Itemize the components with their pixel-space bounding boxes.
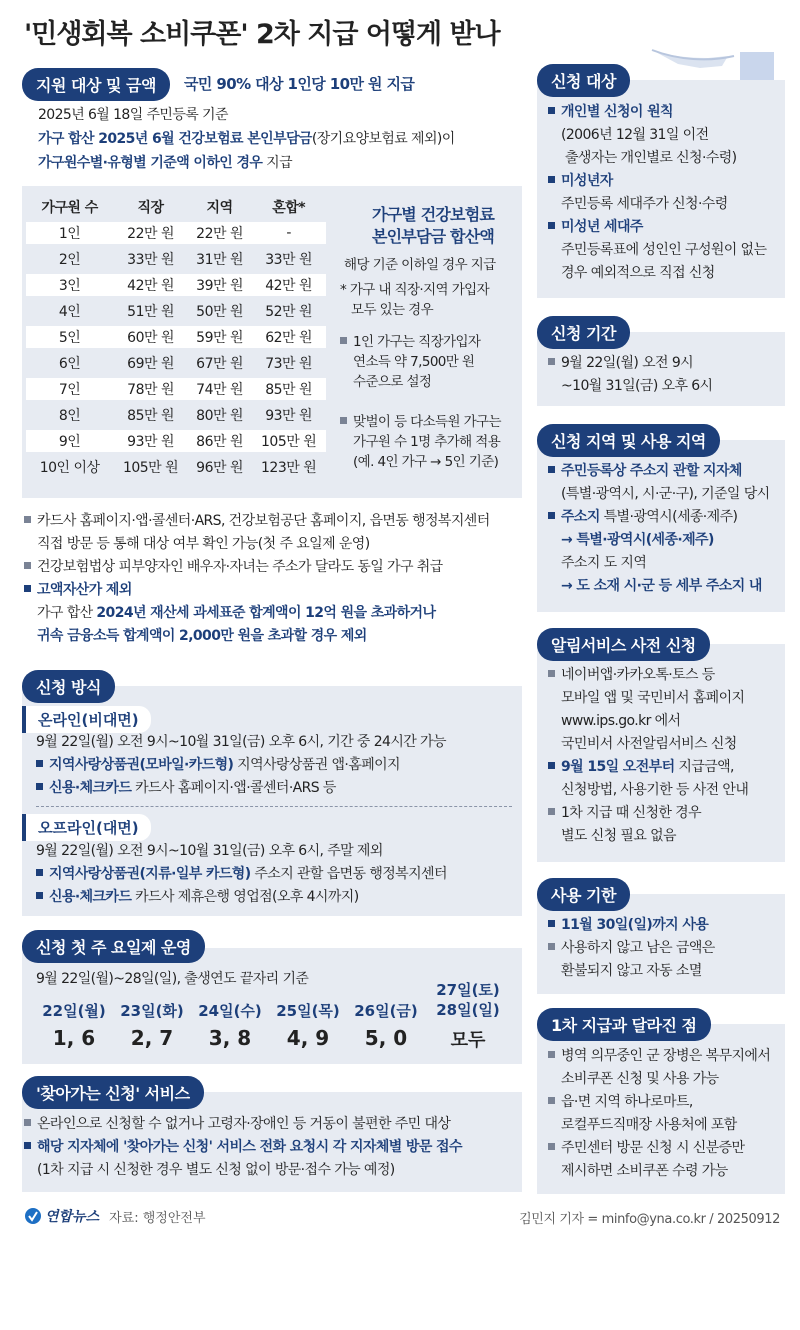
table-cell: - [251, 222, 326, 244]
alarm-a2a: 신청방법, 사용기한 등 사전 안내 [561, 782, 749, 798]
bullet-icon [24, 562, 31, 569]
table-cell: 42만 원 [113, 274, 188, 296]
table-row [26, 404, 326, 426]
table-row [26, 300, 326, 322]
table-cell: 31만 원 [196, 252, 243, 268]
weekend-day-sat: 27일(토) [436, 981, 500, 999]
diff-d1: 병역 의무중인 군 장병은 복무지에서 [561, 1048, 771, 1064]
table-cell: 85만 원 [251, 378, 326, 400]
table-cell: 85만 원 [127, 408, 174, 424]
period-p2: ~10월 31일(금) 오후 6시 [561, 378, 713, 394]
note1a: * 가구 내 직장·지역 가입자 [340, 282, 490, 298]
weekday-label: 22일(월) [42, 1002, 106, 1020]
credit: 김민지 기자 = minfo@yna.co.kr / 20250912 [519, 1212, 780, 1227]
bullet-icon [340, 417, 347, 424]
bullet-icon [548, 808, 555, 815]
source: 자료: 행정안전부 [109, 1210, 206, 1226]
support-b3: 고액자산가 제외 [37, 582, 132, 598]
offline-line1: 9월 22일(월) 오전 9시~10월 31일(금) 오후 6시, 주말 제외 [36, 843, 383, 859]
table-cell: 123만 원 [261, 460, 317, 476]
table-header: 가구원 수 [41, 200, 98, 216]
table-cell: 52만 원 [265, 304, 313, 320]
table-cell: 105만 원 [122, 460, 179, 476]
week-sub: 9월 22일(월)~28일(일), 출생연도 끝자리 기준 [36, 971, 309, 987]
bullet-icon [548, 107, 555, 114]
region-r1a: (특별·광역시, 시·군·구), 기준일 당시 [561, 486, 770, 502]
offline-tab: 오프라인(대면) [22, 814, 151, 841]
table-cell: 3인 [26, 274, 113, 296]
region-r2-rest: 특별·광역시(세종·제주) [599, 509, 738, 525]
target-t3b: 경우 예외적으로 직접 신청 [561, 265, 715, 281]
table-cell: 6인 [58, 356, 81, 372]
weekday-label: 24일(수) [198, 1002, 262, 1020]
period-pill: 신청 기간 [537, 316, 630, 349]
table-cell: 33만 원 [127, 252, 174, 268]
weekend-digits: 모두 [450, 1030, 486, 1051]
table-cell: 73만 원 [265, 356, 313, 372]
alarm-a1c: 국민비서 사전알림서비스 신청 [561, 736, 737, 752]
bullet-icon [548, 670, 555, 677]
table-cell: 60만 원 [113, 326, 188, 348]
table-cell: 67만 원 [196, 356, 243, 372]
threshold-panel [22, 186, 522, 498]
support-line3-bold: 가구원수별·유형별 기준액 이하인 경우 [38, 155, 263, 171]
table-cell: 22만 원 [113, 222, 188, 244]
bullet-icon [548, 466, 555, 473]
weekday-digits: 4, 9 [286, 1026, 330, 1050]
bullet-icon [24, 516, 31, 523]
table-header: 혼합* [272, 200, 306, 216]
weekday-label: 23일(화) [120, 1002, 184, 1020]
side-title-1: 가구별 건강보험료 [371, 205, 495, 224]
table-cell: 5인 [26, 326, 113, 348]
target-t1: 개인별 신청이 원칙 [561, 104, 673, 120]
threshold-table [26, 192, 326, 482]
support-b2: 건강보험법상 피부양자인 배우자·자녀는 주소가 달라도 동일 가구 취급 [37, 559, 443, 575]
target-t2: 미성년자 [561, 173, 613, 189]
visit-pill: '찾아가는 신청' 서비스 [22, 1076, 204, 1109]
support-line3-rest: 지급 [262, 155, 293, 171]
note3b: 가구원 수 1명 추가해 적용 [353, 434, 501, 450]
support-b3a-pre: 가구 합산 [37, 605, 97, 621]
table-cell: 62만 원 [251, 326, 326, 348]
table-cell: 1인 [26, 222, 113, 244]
target-t3a: 주민등록표에 성인인 구성원이 없는 [561, 242, 767, 258]
bullet-icon [36, 760, 43, 767]
table-cell: 2인 [58, 252, 81, 268]
bullet-icon [548, 1097, 555, 1104]
page-title: '민생회복 소비쿠폰' 2차 지급 어떻게 받나 [24, 19, 500, 50]
visit-line1: 온라인으로 신청할 수 없거나 고령자·장애인 등 거동이 불편한 주민 대상 [37, 1116, 451, 1132]
online-line1: 9월 22일(월) 오전 9시~10월 31일(금) 오후 6시, 기간 중 24시간 가능 [36, 734, 446, 750]
visit-line3: (1차 지급 시 신청한 경우 별도 신청 없이 방문·접수 가능 예정) [37, 1162, 395, 1178]
table-cell: 51만 원 [127, 304, 174, 320]
alarm-a1b: www.ips.go.kr 에서 [561, 713, 681, 729]
weekday-digits: 2, 7 [130, 1026, 174, 1050]
support-pill: 지원 대상 및 금액 [22, 68, 170, 101]
table-cell: 10인 이상 [39, 460, 100, 476]
use-pill: 사용 기한 [537, 878, 630, 911]
alarm-a1: 네이버앱·카카오톡·토스 등 [561, 667, 715, 683]
diff-d3a: 제시하면 소비쿠폰 수령 가능 [561, 1163, 728, 1179]
bullet-icon [36, 892, 43, 899]
side-sub: 해당 기준 이하일 경우 지급 [344, 257, 496, 273]
bullet-icon [548, 943, 555, 950]
divider [36, 806, 512, 807]
support-b1a: 카드사 홈페이지·앱·콜센터·ARS, 건강보험공단 홈페이지, 읍면동 행정복지센터 [37, 513, 490, 529]
table-cell: 96만 원 [196, 460, 243, 476]
region-r2b: 주소지 도 지역 [561, 555, 647, 571]
alarm-a3a: 별도 신청 필요 없음 [561, 828, 676, 844]
target-t2a: 주민등록 세대주가 신청·수령 [561, 196, 728, 212]
table-cell: 93만 원 [265, 408, 313, 424]
support-line1: 2025년 6월 18일 주민등록 기준 [38, 107, 228, 123]
offline-line2-bold: 지역사랑상품권(지류·일부 카드형) [49, 866, 251, 882]
table-row [26, 222, 326, 244]
method-pill: 신청 방식 [22, 670, 115, 703]
yonhap-logo: 연합뉴스 [45, 1209, 100, 1225]
table-cell: 86만 원 [188, 430, 251, 452]
support-b3b: 귀속 금융소득 합계액이 2,000만 원을 초과할 경우 제외 [37, 628, 367, 644]
table-row [26, 248, 326, 270]
alarm-a2-bold: 9월 15일 오전부터 [561, 759, 675, 775]
note3c: (예. 4인 가구 → 5인 기준) [353, 454, 499, 470]
support-headline: 국민 90% 대상 1인당 10만 원 지급 [184, 75, 415, 93]
bullet-icon [36, 869, 43, 876]
bullet-icon [340, 337, 347, 344]
online-line2-bold: 지역사랑상품권(모바일·카드형) [49, 757, 234, 773]
online-line3-bold: 신용·체크카드 [49, 780, 132, 796]
table-cell: 39만 원 [188, 274, 251, 296]
note3a: 맞벌이 등 다소득원 가구는 [353, 414, 501, 430]
region-r2a: → 특별·광역시(세종·제주) [561, 532, 714, 548]
target-t1a: (2006년 12월 31일 이전 [561, 127, 709, 143]
diff-pill: 1차 지급과 달라진 점 [537, 1008, 711, 1041]
bullet-icon [548, 176, 555, 183]
target-pill: 신청 대상 [537, 64, 630, 97]
region-r2-bold: 주소지 [561, 509, 600, 525]
table-cell: 105만 원 [251, 430, 326, 452]
table-cell: 42만 원 [251, 274, 326, 296]
bullet-icon [548, 222, 555, 229]
offline-line2-rest: 주소지 관할 읍면동 행정복지센터 [250, 866, 447, 882]
bullet-icon [24, 1142, 31, 1149]
support-line2-rest: (장기요양보험료 제외)이 [311, 131, 455, 147]
target-t1b: 출생자는 개인별로 신청·수령) [565, 150, 737, 166]
table-cell: 59만 원 [188, 326, 251, 348]
weekday-label: 26일(금) [354, 1002, 418, 1020]
bullet-icon [36, 783, 43, 790]
region-r1: 주민등록상 주소지 관할 지자체 [561, 463, 742, 479]
bullet-icon [548, 920, 555, 927]
bullet-icon [548, 762, 555, 769]
note2a: 1인 가구는 직장가입자 [353, 334, 481, 350]
support-line2-bold: 가구 합산 2025년 6월 건강보험료 본인부담금 [38, 131, 312, 147]
table-cell: 69만 원 [127, 356, 174, 372]
alarm-pill: 알림서비스 사전 신청 [537, 628, 710, 661]
bullet-icon [24, 585, 31, 592]
table-header: 직장 [137, 200, 164, 216]
table-cell: 80만 원 [196, 408, 243, 424]
table-cell: 9인 [26, 430, 113, 452]
table-cell: 78만 원 [113, 378, 188, 400]
table-cell: 93만 원 [113, 430, 188, 452]
bullet-icon [548, 358, 555, 365]
target-t3: 미성년 세대주 [561, 219, 643, 235]
alarm-a2-rest: 지급금액, [674, 759, 734, 775]
use-u2a: 환불되지 않고 자동 소멸 [561, 963, 702, 979]
table-row [26, 456, 326, 478]
table-cell: 33만 원 [265, 252, 313, 268]
yonhap-logo-icon [24, 1207, 42, 1225]
note2b: 연소득 약 7,500만 원 [353, 354, 475, 370]
support-b1b: 직접 방문 등 통해 대상 여부 확인 가능(첫 주 요일제 운영) [37, 536, 370, 552]
offline-line3-bold: 신용·체크카드 [49, 889, 132, 905]
side-title-2: 본인부담금 합산액 [371, 227, 495, 246]
visit-line2: 해당 지자체에 '찾아가는 신청' 서비스 전화 요청시 각 지자체별 방문 접수 [37, 1139, 462, 1155]
bullet-icon [548, 1051, 555, 1058]
online-line3-rest: 카드사 홈페이지·앱·콜센터·ARS 등 [131, 780, 336, 796]
diff-d1a: 소비쿠폰 신청 및 사용 가능 [561, 1071, 719, 1087]
table-row [26, 430, 326, 452]
week-pill: 신청 첫 주 요일제 운영 [22, 930, 205, 963]
note1b: 모두 있는 경우 [351, 302, 434, 318]
table-cell: 4인 [58, 304, 81, 320]
period-p1: 9월 22일(월) 오전 9시 [561, 355, 694, 371]
note2c: 수준으로 설정 [353, 374, 432, 390]
table-row [26, 326, 326, 348]
table-cell: 50만 원 [196, 304, 243, 320]
alarm-a1a: 모바일 앱 및 국민비서 홈페이지 [561, 690, 745, 706]
table-row [26, 274, 326, 296]
weekend-day-sun: 28일(일) [436, 1001, 500, 1019]
diff-d2a: 로컬푸드직매장 사용처에 포함 [561, 1117, 737, 1133]
diff-d2: 읍·면 지역 하나로마트, [561, 1094, 693, 1110]
table-row [26, 352, 326, 374]
use-u2: 사용하지 않고 남은 금액은 [561, 940, 715, 956]
online-line2-rest: 지역사랑상품권 앱·홈페이지 [233, 757, 400, 773]
bullet-icon [24, 1119, 31, 1126]
use-u1: 11월 30일(일)까지 사용 [561, 917, 709, 933]
bullet-icon [548, 512, 555, 519]
table-cell: 74만 원 [188, 378, 251, 400]
weekday-label: 25일(목) [276, 1002, 340, 1020]
table-cell: 8인 [58, 408, 81, 424]
region-r2c: → 도 소재 시·군 등 세부 주소지 내 [561, 578, 762, 594]
table-header: 지역 [206, 200, 233, 216]
table-row [26, 378, 326, 400]
bullet-icon [548, 1143, 555, 1150]
table-cell: 7인 [26, 378, 113, 400]
alarm-a3: 1차 지급 때 신청한 경우 [561, 805, 702, 821]
region-pill: 신청 지역 및 사용 지역 [537, 424, 720, 457]
diff-d3: 주민센터 방문 신청 시 신분증만 [561, 1140, 745, 1156]
online-tab: 온라인(비대면) [22, 706, 151, 733]
table-cell: 22만 원 [188, 222, 251, 244]
support-b3a-bold: 2024년 재산세 과세표준 합계액이 12억 원을 초과하거나 [96, 605, 436, 621]
weekday-digits: 3, 8 [208, 1026, 252, 1050]
weekday-digits: 5, 0 [364, 1026, 408, 1050]
offline-line3-rest: 카드사 제휴은행 영업점(오후 4시까지) [131, 889, 359, 905]
support-section [22, 68, 170, 101]
weekday-digits: 1, 6 [52, 1026, 96, 1050]
